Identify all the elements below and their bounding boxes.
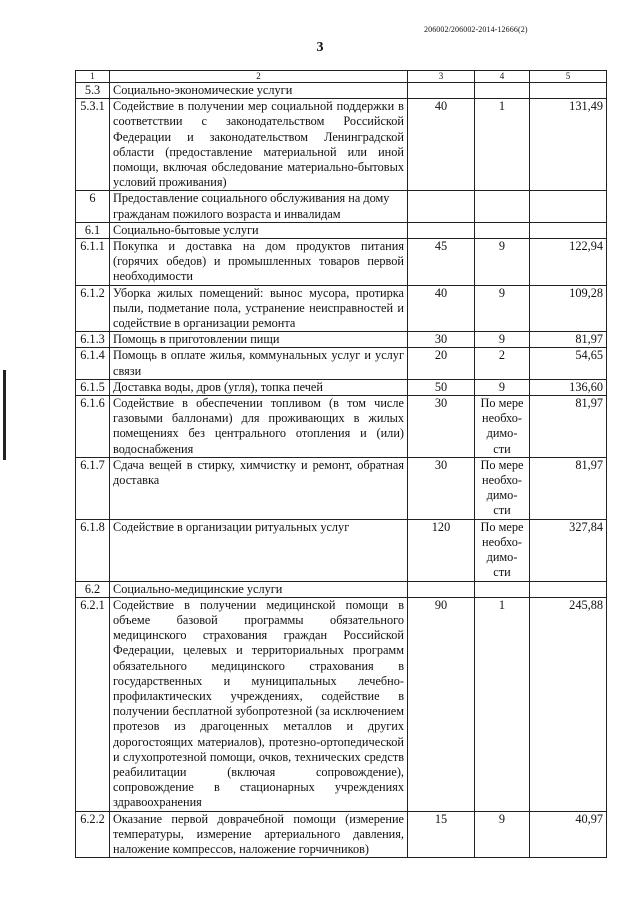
row-number: 5.3 — [76, 83, 110, 99]
time-norm — [408, 222, 475, 238]
row-number: 6.2.2 — [76, 811, 110, 858]
price: 109,28 — [530, 285, 607, 332]
time-norm: 30 — [408, 396, 475, 458]
frequency: По мере необхо-димо-сти — [475, 519, 530, 581]
row-number: 6 — [76, 191, 110, 222]
column-number: 3 — [408, 71, 475, 83]
column-number: 4 — [475, 71, 530, 83]
service-row — [76, 99, 607, 191]
section-row — [76, 83, 607, 99]
time-norm: 120 — [408, 519, 475, 581]
price: 54,65 — [530, 348, 607, 379]
service-description: Предоставление социального обслуживания на дому гражданам пожилого возраста и инвалидам — [110, 191, 408, 222]
price — [530, 83, 607, 99]
time-norm: 30 — [408, 457, 475, 519]
row-number: 6.1.5 — [76, 379, 110, 395]
row-number: 5.3.1 — [76, 99, 110, 191]
row-number: 6.1 — [76, 222, 110, 238]
service-description: Социально-медицинские услуги — [110, 581, 408, 597]
service-description: Помощь в приготовлении пищи — [110, 332, 408, 348]
page-number: 3 — [316, 40, 324, 55]
service-description: Помощь в оплате жилья, коммунальных услуг и услуг связи — [110, 348, 408, 379]
service-description: Покупка и доставка на дом продуктов питания (горячих обедов) и промышленных товаров первой необходимости — [110, 239, 408, 286]
section-row — [76, 191, 607, 222]
time-norm — [408, 83, 475, 99]
price: 327,84 — [530, 519, 607, 581]
frequency — [475, 191, 530, 222]
row-number: 6.2.1 — [76, 597, 110, 811]
row-number: 6.1.6 — [76, 396, 110, 458]
column-number: 1 — [76, 71, 110, 83]
time-norm — [408, 581, 475, 597]
section-row — [76, 581, 607, 597]
frequency: 1 — [475, 597, 530, 811]
frequency: 9 — [475, 239, 530, 286]
time-norm: 90 — [408, 597, 475, 811]
services-table-body — [76, 71, 607, 858]
service-row — [76, 285, 607, 332]
row-number: 6.1.2 — [76, 285, 110, 332]
price: 81,97 — [530, 396, 607, 458]
time-norm: 20 — [408, 348, 475, 379]
frequency: 9 — [475, 332, 530, 348]
price: 131,49 — [530, 99, 607, 191]
time-norm: 40 — [408, 99, 475, 191]
price: 122,94 — [530, 239, 607, 286]
service-description: Сдача вещей в стирку, химчистку и ремонт, обратная доставка — [110, 457, 408, 519]
services-table — [75, 70, 607, 858]
service-row — [76, 457, 607, 519]
frequency: 2 — [475, 348, 530, 379]
price: 136,60 — [530, 379, 607, 395]
price — [530, 191, 607, 222]
price: 81,97 — [530, 457, 607, 519]
service-description: Социально-бытовые услуги — [110, 222, 408, 238]
service-description: Уборка жилых помещений: вынос мусора, протирка пыли, подметание пола, устранение неисправностей и содействие в организации ремонта — [110, 285, 408, 332]
price — [530, 222, 607, 238]
frequency — [475, 83, 530, 99]
time-norm: 30 — [408, 332, 475, 348]
price — [530, 581, 607, 597]
row-number: 6.2 — [76, 581, 110, 597]
service-row — [76, 348, 607, 379]
service-description: Содействие в получении медицинской помощи в объеме базовой программы обязательного медицинского страхования граждан Российской Федерации, целевых и территориальных программ обязательного медицинского страхования в государственных и муниципальных лечебно-профилактических учреждениях, содействие в получении бесплатной зубопротезной (за исключением протезов из драгоценных металлов и других дорогостоящих материалов), протезно-ортопедической и слухопротезной помощи, очков, технических средств реабилитации (включая сопровождение), сопровождение в стационарных учреждениях здравоохранения — [110, 597, 408, 811]
service-description: Содействие в получении мер социальной поддержки в соответствии с законодательством Российской Федерации и законодательством Ленинградской области (предоставление материальной или иной помощи, включая обследование материально-бытовых условий проживания) — [110, 99, 408, 191]
scan-margin-mark — [3, 370, 6, 460]
price: 40,97 — [530, 811, 607, 858]
service-row — [76, 379, 607, 395]
row-number: 6.1.1 — [76, 239, 110, 286]
column-number: 5 — [530, 71, 607, 83]
frequency: По мере необхо-димо-сти — [475, 396, 530, 458]
frequency — [475, 581, 530, 597]
service-row — [76, 396, 607, 458]
section-row — [76, 222, 607, 238]
service-row — [76, 811, 607, 858]
service-row — [76, 332, 607, 348]
frequency: 1 — [475, 99, 530, 191]
frequency: 9 — [475, 379, 530, 395]
price: 245,88 — [530, 597, 607, 811]
service-description: Оказание первой доврачебной помощи (измерение температуры, измерение артериального давления, наложение компрессов, наложение горчичников) — [110, 811, 408, 858]
column-number-row — [76, 71, 607, 83]
time-norm: 15 — [408, 811, 475, 858]
time-norm — [408, 191, 475, 222]
time-norm: 40 — [408, 285, 475, 332]
row-number: 6.1.4 — [76, 348, 110, 379]
price: 81,97 — [530, 332, 607, 348]
service-description: Доставка воды, дров (угля), топка печей — [110, 379, 408, 395]
document-id: 206002/206002-2014-12666(2) — [424, 25, 528, 34]
frequency: 9 — [475, 811, 530, 858]
time-norm: 45 — [408, 239, 475, 286]
frequency: По мере необхо-димо-сти — [475, 457, 530, 519]
row-number: 6.1.8 — [76, 519, 110, 581]
row-number: 6.1.3 — [76, 332, 110, 348]
time-norm: 50 — [408, 379, 475, 395]
column-number: 2 — [110, 71, 408, 83]
service-row — [76, 239, 607, 286]
frequency: 9 — [475, 285, 530, 332]
row-number: 6.1.7 — [76, 457, 110, 519]
service-description: Содействие в организации ритуальных услуг — [110, 519, 408, 581]
frequency — [475, 222, 530, 238]
service-row — [76, 519, 607, 581]
service-description: Содействие в обеспечении топливом (в том числе газовыми баллонами) для проживающих в жилых помещениях без центрального отопления и (или) водоснабжения — [110, 396, 408, 458]
service-row — [76, 597, 607, 811]
service-description: Социально-экономические услуги — [110, 83, 408, 99]
